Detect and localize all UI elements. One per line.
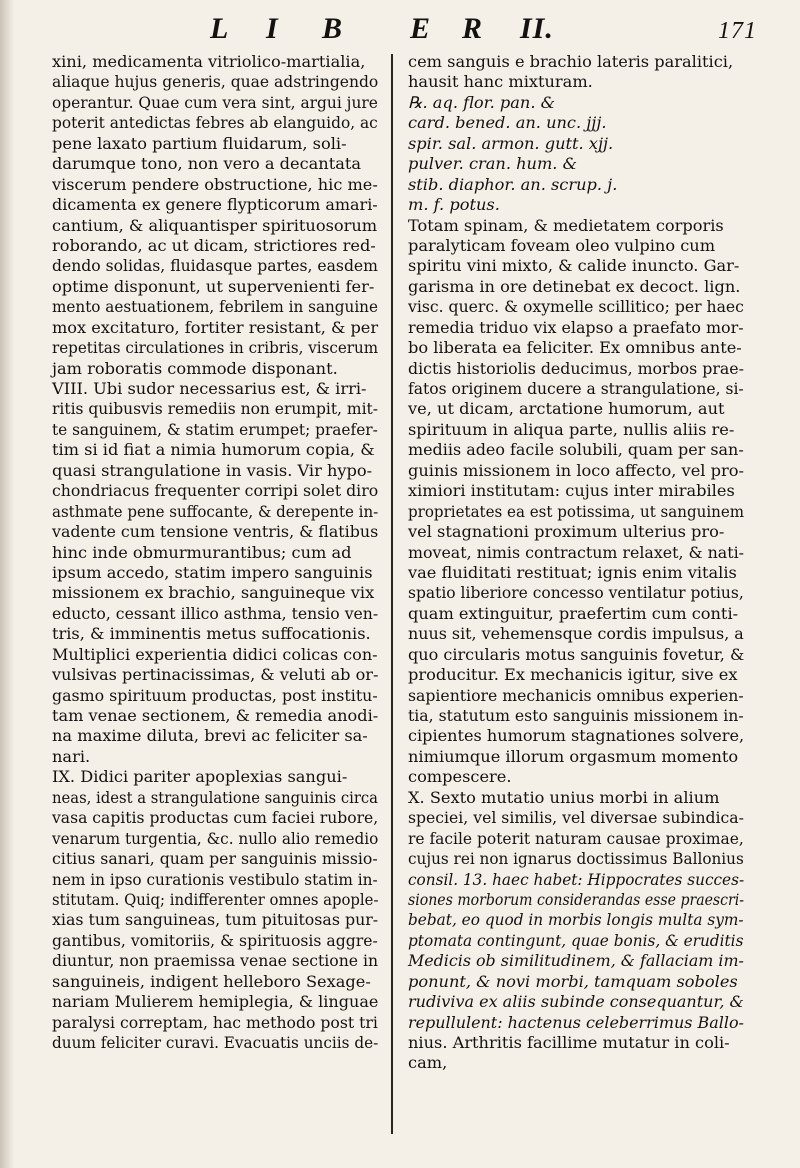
text-line: dictis historiolis deducimus, morbos prae-	[408, 358, 744, 378]
text-line: pene laxato partium fluidarum, soli-	[52, 133, 347, 153]
running-head-letter: B	[322, 12, 344, 45]
text-line: Multiplici experientia didici colicas con-	[52, 644, 378, 664]
text-line: pulver. cran. hum. &	[408, 154, 578, 174]
text-line: guinis missionem in loco affecto, vel pro-	[408, 460, 744, 480]
text-line: cujus rei non ignarus doctissimus Ballonius	[408, 849, 744, 869]
running-head-letter: II.	[520, 12, 554, 45]
text-line: ipsum accedo, statim impero sanguinis	[52, 562, 373, 582]
text-line: spatio liberiore concesso ventilatur potius,	[408, 583, 744, 603]
text-line: paralyticam foveam oleo vulpino cum	[408, 235, 716, 255]
text-line: tim si id fiat a nimia humorum copia, &	[52, 440, 375, 460]
text-line: visc. querc. & oxymelle scillitico; per haec	[408, 297, 744, 317]
text-line: IX. Didici pariter apoplexias sangui-	[52, 767, 348, 787]
text-line: repullulent: hactenus celeberrimus Ballo-	[408, 1012, 744, 1032]
text-line: ritis quibusvis remediis non erumpit, mit-	[52, 399, 378, 419]
text-line: diuntur, non praemissa venae sectione in	[52, 951, 379, 971]
column-divider	[391, 54, 393, 1134]
text-line: spir. sal. armon. gutt. xjj.	[408, 133, 614, 153]
text-line: ℞. aq. flor. pan. &	[408, 92, 556, 112]
text-line: m. f. potus.	[408, 195, 500, 215]
text-line: paralysi correptam, hac methodo post tri	[52, 1012, 378, 1032]
text-line: vasa capitis productas cum faciei rubore,	[52, 808, 379, 828]
text-line: ximiori institutam: cujus inter mirabiles	[408, 481, 735, 501]
running-header	[0, 8, 800, 48]
text-line: card. bened. an. unc. jjj.	[408, 113, 607, 133]
text-line: optime disponunt, ut supervenienti fer-	[52, 276, 375, 296]
text-line: bebat, eo quod in morbis longis multa sym-	[408, 910, 744, 930]
text-line: quo circularis motus sanguinis fovetur, &	[408, 644, 745, 664]
text-line: mox excitaturo, fortiter resistant, & per	[52, 317, 379, 337]
text-line: moveat, nimis contractum relaxet, & nati-	[408, 542, 744, 562]
text-line: neas, idest a strangulatione sanguinis circa	[52, 787, 378, 807]
text-line: cipientes humorum stagnationes solvere,	[408, 726, 745, 746]
text-line: cantium, & aliquantisper spirituosorum	[52, 215, 378, 235]
text-line: tia, statutum esto sanguinis missionem in-	[408, 706, 744, 725]
binding-shadow	[0, 0, 14, 1168]
text-line: dicamenta ex genere flypticorum amari-	[52, 195, 378, 215]
text-line: hinc inde obmurmurantibus; cum ad	[52, 542, 352, 562]
text-line: Totam spinam, & medietatem corporis	[408, 215, 724, 235]
running-head-letter: R	[462, 12, 484, 45]
text-line: VIII. Ubi sudor necessarius est, & irri-	[52, 379, 367, 398]
text-line: darumque tono, non vero a decantata	[52, 154, 362, 174]
text-line: repetitas circulationes in cribris, viscerum	[52, 338, 379, 358]
text-line: remedia triduo vix elapso a praefato mor-	[408, 317, 744, 337]
text-line: nius. Arthritis facillime mutatur in coli-	[408, 1033, 730, 1052]
text-line: ptomata contingunt, quae bonis, & eruditis	[408, 930, 744, 950]
text-line: stitutam. Quiq; indifferenter omnes apople-	[52, 889, 379, 909]
text-line: rudiviva ex aliis subinde consequantur, &	[408, 992, 744, 1012]
text-line: X. Sexto mutatio unius morbi in alium	[408, 787, 720, 807]
text-line: poterit antedictas febres ab elanguido, ac	[52, 113, 378, 133]
text-line: aliaque hujus generis, quae adstringendo	[52, 72, 379, 92]
text-line: siones morborum considerandas esse praescri-	[408, 889, 745, 909]
text-line: tris, & imminentis metus suffocationis.	[52, 624, 371, 644]
text-line: operantur. Quae cum vera sint, argui jure	[52, 92, 378, 112]
left-text-column	[52, 52, 378, 1053]
text-line: jam roboratis commode disponant.	[52, 358, 338, 378]
text-line: vadente cum tensione ventris, & flatibus	[52, 522, 379, 542]
text-line: cem sanguis e brachio lateris paralitici,	[408, 52, 734, 71]
text-line: proprietates ea est potissima, ut sanguinem	[408, 501, 745, 521]
text-line: duum feliciter curavi. Evacuatis unciis de-	[52, 1033, 379, 1052]
text-line: venarum turgentia, &c. nullo alio remedio	[52, 828, 379, 848]
text-line: compescere.	[408, 767, 512, 787]
text-line: cam,	[408, 1053, 448, 1073]
text-line: nem in ipso curationis vestibulo statim in-	[52, 869, 378, 889]
text-line: re facile poterit naturam causae proximae,	[408, 828, 744, 848]
text-line: xias tum sanguineas, tum pituitosas pur-	[52, 910, 379, 930]
text-line: roborando, ac ut dicam, strictiores red-	[52, 235, 376, 255]
text-line: hausit hanc mixturam.	[408, 72, 593, 92]
text-line: speciei, vel similis, vel diversae subindica-	[408, 808, 744, 828]
right-text-column	[408, 52, 744, 1074]
text-line: garisma in ore detinebat ex decoct. lign.	[408, 276, 741, 296]
text-line: Medicis ob similitudinem, & fallaciam im-	[408, 951, 744, 971]
text-line: fatos originem ducere a strangulatione, si-	[408, 379, 744, 398]
text-line: gasmo spirituum productas, post institu-	[52, 685, 378, 705]
text-line: mediis adeo facile solubili, quam per san-	[408, 440, 744, 460]
text-line: asthmate pene suffocante, & derepente in-	[52, 501, 379, 521]
text-line: gantibus, vomitoriis, & spirituosis aggre-	[52, 930, 378, 950]
text-line: chondriacus frequenter corripi solet diro	[52, 481, 379, 501]
text-line: na maxime diluta, brevi ac feliciter sa-	[52, 726, 368, 746]
text-line: stib. diaphor. an. scrup. j.	[408, 174, 618, 194]
running-head-letter: I	[266, 12, 279, 45]
text-line: vulsivas pertinacissimas, & veluti ab or-	[52, 665, 379, 685]
text-line: educto, cessant illico asthma, tensio ven-	[52, 603, 379, 623]
text-line: sapientiore mechanicis omnibus experien-	[408, 685, 744, 705]
text-line: nariam Mulierem hemiplegia, & linguae	[52, 992, 379, 1012]
text-line: te sanguinem, & statim erumpet; praefer-	[52, 419, 378, 439]
running-head-letter: L	[210, 12, 230, 45]
text-line: viscerum pendere obstructione, hic me-	[52, 174, 378, 194]
text-line: quasi strangulatione in vasis. Vir hypo-	[52, 460, 373, 480]
text-line: ve, ut dicam, arctatione humorum, aut	[408, 399, 725, 419]
text-line: vel stagnationi proximum ulterius pro-	[408, 522, 725, 542]
text-line: producitur. Ex mechanicis igitur, sive ex	[408, 665, 738, 685]
text-line: nimiumque illorum orgasmum momento	[408, 746, 739, 766]
text-line: spirituum in aliqua parte, nullis aliis re-	[408, 419, 735, 439]
text-line: bo liberata ea feliciter. Ex omnibus ante-	[408, 338, 742, 358]
text-line: missionem ex brachio, sanguineque vix	[52, 583, 375, 603]
text-line: sanguineis, indigent helleboro Sexage-	[52, 971, 371, 991]
text-line: nuus sit, vehemensque cordis impulsus, a	[408, 624, 744, 644]
text-line: spiritu vini mixto, & calide inuncto. Gar-	[408, 256, 740, 276]
text-line: xini, medicamenta vitriolico-martialia,	[52, 52, 366, 71]
text-line: vae fluiditati restituat; ignis enim vitalis	[408, 562, 737, 582]
text-line: ponunt, & novi morbi, tamquam soboles	[408, 971, 738, 991]
text-line: citius sanari, quam per sanguinis missio-	[52, 849, 378, 869]
page-number: 171	[718, 18, 757, 44]
text-line: consil. 13. haec habet: Hippocrates succes-	[408, 869, 745, 889]
text-line: nari.	[52, 746, 91, 766]
text-line: dendo solidas, fluidasque partes, easdem	[52, 256, 378, 276]
running-head-letter: E	[410, 12, 432, 45]
text-line: mento aestuationem, febrilem in sanguine	[52, 297, 378, 317]
text-line: quam extinguitur, praefertim cum conti-	[408, 603, 739, 623]
text-line: tam venae sectionem, & remedia anodi-	[52, 706, 379, 725]
